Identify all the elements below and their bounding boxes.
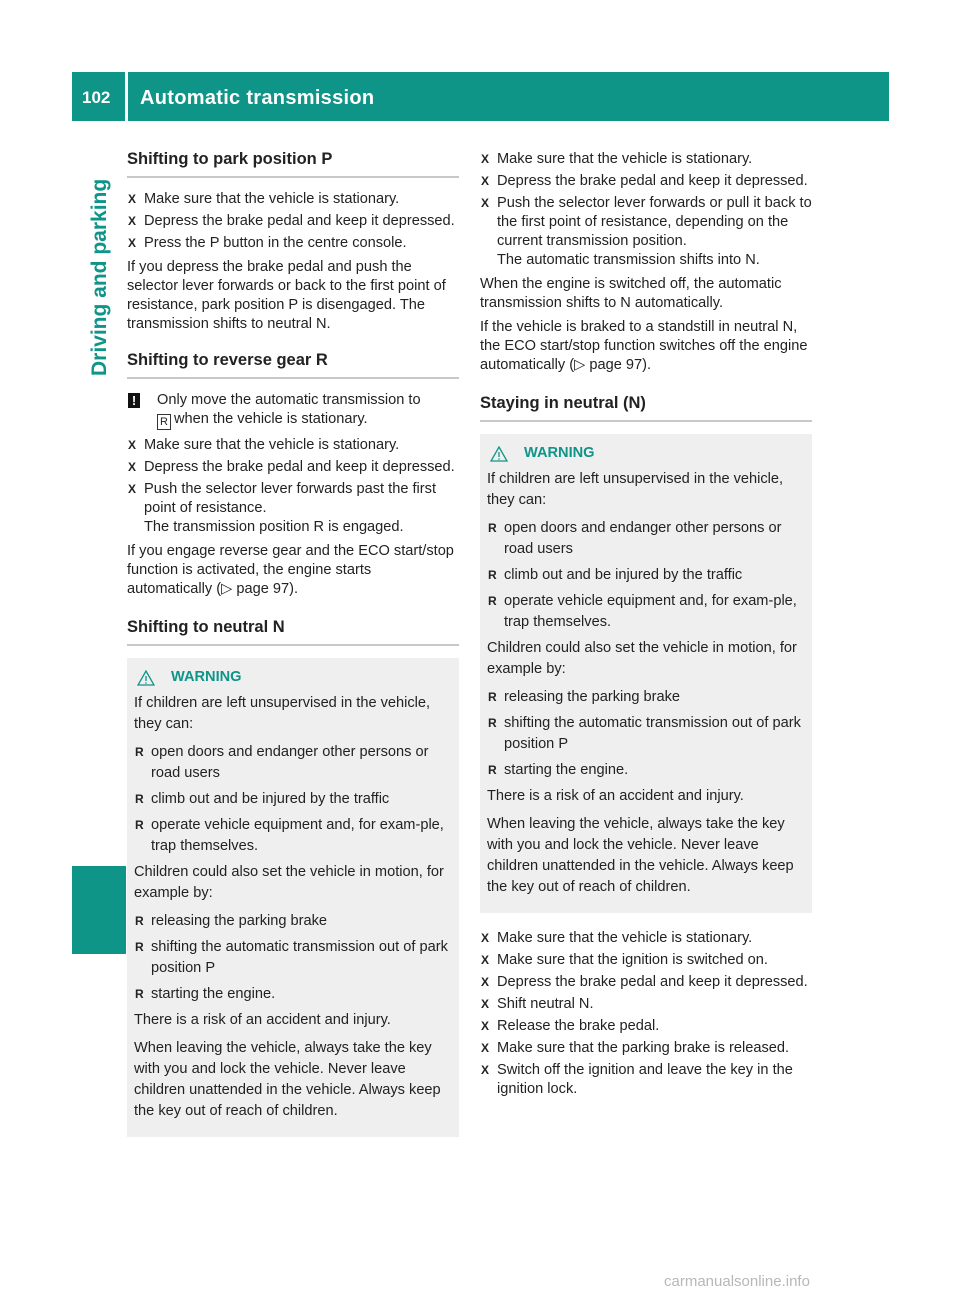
page-number: 102 xyxy=(82,88,111,107)
step-arrow-icon: X xyxy=(481,152,490,166)
step-arrow-icon: X xyxy=(481,196,490,210)
step-arrow-icon: X xyxy=(481,931,490,945)
list-item: R climb out and be injured by the traffic xyxy=(134,789,452,810)
bullet-icon: R xyxy=(135,987,144,1001)
bullet-icon: R xyxy=(135,914,144,928)
step-item: X Push the selector lever forwards past the first point of resistance. The transmission position R is engaged. xyxy=(128,481,437,535)
header-divider xyxy=(125,72,128,121)
bullet-icon: R xyxy=(135,818,144,832)
heading-neutral: Shifting to neutral N xyxy=(127,618,459,646)
list-item: R releasing the parking brake xyxy=(487,687,805,708)
step-arrow-icon: X xyxy=(128,236,137,250)
bullet-icon: R xyxy=(488,521,497,535)
gear-r-icon: R xyxy=(157,414,171,430)
left-column xyxy=(127,150,459,1153)
warning-advice: When leaving the vehicle, always take the key with you and lock the vehicle. Never leave children unattended in the vehicle. Always keep the key out of reach of children. xyxy=(487,816,794,895)
warning-risk: There is a risk of an accident and injury. xyxy=(487,788,744,804)
step-item: X Press the P button in the centre console. xyxy=(128,235,407,251)
caution-note: ! Only move the automatic transmission to R when the vehicle is stationary. xyxy=(127,391,459,430)
page-header xyxy=(72,72,889,121)
warning-risk: There is a risk of an accident and injury. xyxy=(134,1012,391,1028)
step-arrow-icon: X xyxy=(481,953,490,967)
warning-box xyxy=(480,434,812,913)
step-arrow-icon: X xyxy=(128,460,137,474)
list-item: R operate vehicle equipment and, for exam-ple, trap themselves. xyxy=(135,817,444,854)
step-arrow-icon: X xyxy=(481,1063,490,1077)
list-item: R shifting the automatic transmission out of park position P xyxy=(488,715,801,752)
section-label: Driving and parking xyxy=(88,178,111,376)
warning-box xyxy=(127,658,459,1137)
warning-intro: If children are left unsupervised in the vehicle, they can: xyxy=(487,471,784,508)
bullet-icon: R xyxy=(135,745,144,759)
step-arrow-icon: X xyxy=(481,174,490,188)
step-item: X Release the brake pedal. xyxy=(481,1018,660,1034)
step-result: The automatic transmission shifts into N. xyxy=(497,252,760,268)
list-item: R operate vehicle equipment and, for exam-ple, trap themselves. xyxy=(488,593,797,630)
section-marker xyxy=(72,866,126,954)
heading-park: Shifting to park position P xyxy=(127,150,459,178)
warning-mid: Children could also set the vehicle in motion, for example by: xyxy=(487,640,797,677)
step-item: X Make sure that the parking brake is released. xyxy=(481,1040,790,1056)
bullet-icon: R xyxy=(135,792,144,806)
warning-triangle-icon xyxy=(490,446,508,462)
park-paragraph: If you depress the brake pedal and push the selector lever forwards or back to the first point of resistance, park position P is disengaged. The transmission shifts to neutral N. xyxy=(127,259,446,332)
step-item: X Make sure that the vehicle is stationary. xyxy=(128,191,400,207)
heading-staying-neutral: Staying in neutral (N) xyxy=(480,394,812,422)
list-item: R releasing the parking brake xyxy=(134,911,452,932)
list-item: R open doors and endanger other persons or road users xyxy=(135,744,429,781)
step-arrow-icon: X xyxy=(128,482,137,496)
step-arrow-icon: X xyxy=(128,192,137,206)
warning-mid: Children could also set the vehicle in motion, for example by: xyxy=(134,864,444,901)
list-item: R shifting the automatic transmission out of park position P xyxy=(135,939,448,976)
warning-triangle-icon xyxy=(137,670,155,686)
step-item: X Depress the brake pedal and keep it depressed. xyxy=(481,173,808,189)
bullet-icon: R xyxy=(488,763,497,777)
warning-header: WARNING xyxy=(487,444,805,463)
step-item: X Depress the brake pedal and keep it depressed. xyxy=(481,974,808,990)
bullet-icon: R xyxy=(488,690,497,704)
heading-reverse: Shifting to reverse gear R xyxy=(127,351,459,379)
bullet-icon: R xyxy=(135,940,144,954)
step-arrow-icon: X xyxy=(128,438,137,452)
step-arrow-icon: X xyxy=(481,975,490,989)
step-item: X Make sure that the vehicle is stationary. xyxy=(481,151,753,167)
step-item: X Make sure that the vehicle is stationary. xyxy=(128,437,400,453)
bullet-icon: R xyxy=(488,594,497,608)
page-title: Automatic transmission xyxy=(140,87,375,109)
warning-intro: If children are left unsupervised in the vehicle, they can: xyxy=(134,695,431,732)
step-item: X Shift neutral N. xyxy=(481,996,594,1012)
section-sidebar xyxy=(72,121,126,1302)
warning-advice: When leaving the vehicle, always take the key with you and lock the vehicle. Never leave children unattended in the vehicle. Always keep the key out of reach of children. xyxy=(134,1040,441,1119)
step-item: X Depress the brake pedal and keep it depressed. xyxy=(128,459,455,475)
step-item: X Push the selector lever forwards or pull it back to the first point of resistance, depending on the current transmission position. The automatic transmission shifts into N. xyxy=(481,195,812,268)
bullet-icon: R xyxy=(488,716,497,730)
step-item: X Switch off the ignition and leave the key in the ignition lock. xyxy=(481,1062,793,1097)
list-item: R open doors and endanger other persons or road users xyxy=(488,520,782,557)
step-arrow-icon: X xyxy=(128,214,137,228)
step-arrow-icon: X xyxy=(481,997,490,1011)
right-column xyxy=(480,150,812,1102)
list-item: R climb out and be injured by the traffic xyxy=(487,565,805,586)
reverse-paragraph: If you engage reverse gear and the ECO start/stop function is activated, the engine starts automatically (▷ page 97). xyxy=(127,543,454,597)
engine-off-paragraph: When the engine is switched off, the automatic transmission shifts to N automatically. xyxy=(480,276,782,311)
standstill-paragraph: If the vehicle is braked to a standstill in neutral N, the ECO start/stop function switches off the engine automatically (▷ page 97). xyxy=(480,319,808,373)
step-arrow-icon: X xyxy=(481,1019,490,1033)
step-item: X Depress the brake pedal and keep it depressed. xyxy=(128,213,455,229)
warning-header: WARNING xyxy=(134,668,452,687)
bullet-icon: R xyxy=(488,568,497,582)
list-item: R starting the engine. xyxy=(134,984,452,1005)
step-item: X Make sure that the vehicle is stationary. xyxy=(481,930,753,946)
watermark: carmanualsonline.info xyxy=(664,1273,810,1290)
step-item: X Make sure that the ignition is switched on. xyxy=(481,952,768,968)
step-arrow-icon: X xyxy=(481,1041,490,1055)
list-item: R starting the engine. xyxy=(487,760,805,781)
exclamation-icon: ! xyxy=(128,393,140,408)
step-result: The transmission position R is engaged. xyxy=(144,519,404,535)
